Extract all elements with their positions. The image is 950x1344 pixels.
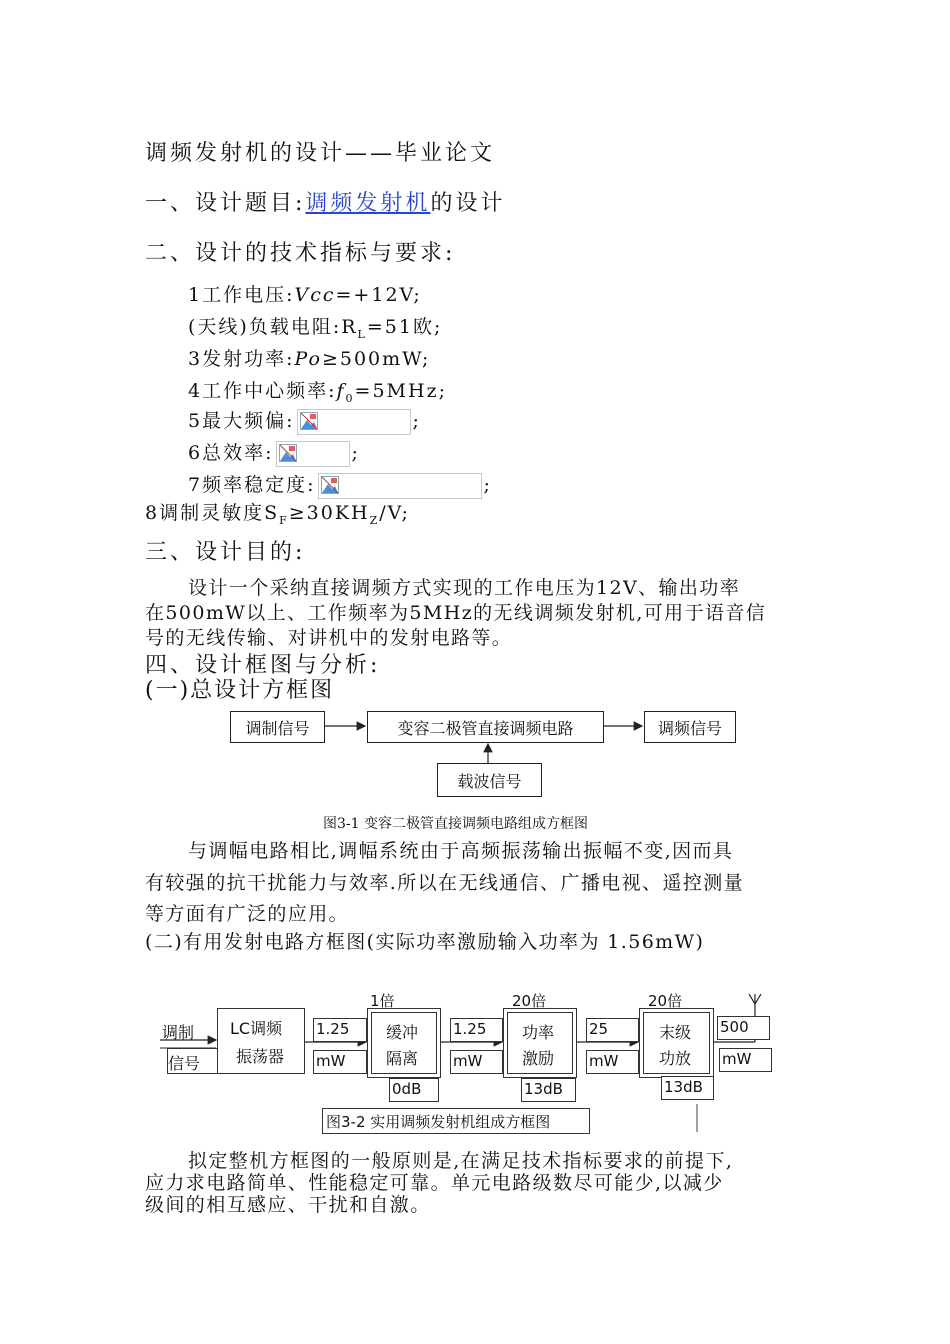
section-1-prefix: 一、设计题目:	[145, 191, 306, 216]
figure-3-1-caption: 图3-1 变容二极管直接调频电路组成方框图	[323, 816, 588, 832]
varactor-fm-circuit-box: 变容二极管直接调频电路	[367, 711, 604, 743]
power-value: 25	[589, 1020, 609, 1038]
spec-symbol: Vcc	[294, 284, 336, 306]
power-value: 1.25	[453, 1020, 487, 1038]
gain-2: 20倍	[512, 992, 547, 1010]
spec-value: =51欧;	[366, 316, 443, 338]
spec-value: ≥30KH	[288, 502, 370, 524]
section-2-heading: 二、设计的技术指标与要求:	[145, 241, 456, 266]
spec-label: 1工作电压:	[188, 284, 295, 306]
input-label-line1: 调制	[162, 1023, 195, 1042]
spec-label: (天线)负载电阻:	[188, 316, 342, 338]
power-value: 500	[720, 1018, 749, 1036]
spec-symbol: Po	[294, 348, 322, 370]
section-1-suffix: 的设计	[430, 191, 506, 216]
topic-link[interactable]: 调频发射机	[305, 191, 431, 216]
spec-label: 4工作中心频率:	[188, 380, 337, 402]
page-title: 调频发射机的设计——毕业论文	[145, 141, 496, 166]
spec-value: =+12V;	[335, 284, 422, 306]
paragraph-line: 设计一个采纳直接调频方式实现的工作电压为12V、输出功率	[188, 577, 741, 599]
db-value: 13dB	[664, 1078, 703, 1096]
power-unit: mW	[722, 1050, 752, 1068]
modulation-signal-box: 调制信号	[230, 711, 325, 743]
driver-line1: 功率	[522, 1023, 555, 1042]
spec-value: ≥500mW;	[321, 348, 431, 370]
spec-value: =5MHz;	[354, 380, 447, 402]
power-value: 1.25	[316, 1020, 350, 1038]
subsection-2: (二)有用发射电路方框图(实际功率激励输入功率为 1.56mW)	[145, 931, 705, 953]
spec-subscript: L	[357, 327, 367, 341]
lc-oscillator-line1: LC调频	[230, 1019, 283, 1038]
paragraph-line: 拟定整机方框图的一般原则是,在满足技术指标要求的前提下,	[188, 1150, 734, 1172]
input-label-line2: 信号	[168, 1054, 201, 1073]
power-unit: mW	[316, 1052, 346, 1070]
power-unit: mW	[453, 1052, 483, 1070]
spec-tail: ;	[483, 474, 492, 496]
spec-label: 7频率稳定度:	[188, 474, 316, 496]
spec-subscript: 0	[345, 391, 355, 405]
spec-subscript: F	[279, 513, 289, 527]
paragraph-line: 号的无线传输、对讲机中的发射电路等。	[145, 627, 513, 649]
gain-3: 20倍	[648, 992, 683, 1010]
spec-label: 3发射功率:	[188, 348, 295, 370]
db-value: 13dB	[524, 1080, 563, 1098]
paragraph-line: 级间的相互感应、干扰和自激。	[145, 1194, 431, 1216]
gain-1: 1倍	[370, 992, 395, 1010]
final-amp-line1: 末级	[659, 1023, 692, 1042]
carrier-signal-box: 载波信号	[437, 763, 542, 797]
spec-label: 5最大频偏:	[188, 410, 295, 432]
paragraph-line: 等方面有广泛的应用。	[145, 903, 350, 925]
paragraph-line: 在500mW以上、工作频率为5MHz的无线调频发射机,可用于语音信	[145, 602, 767, 624]
spec-value: /V;	[379, 502, 410, 524]
power-unit: mW	[589, 1052, 619, 1070]
spec-symbol: R	[341, 316, 358, 338]
paragraph-line: 与调幅电路相比,调幅系统由于高频振荡输出振幅不变,因而具	[188, 840, 734, 862]
spec-tail: ;	[351, 442, 360, 464]
spec-label: 8调制灵敏度S	[145, 502, 280, 524]
figure-3-2-caption: 图3-2 实用调频发射机组成方框图	[326, 1113, 551, 1131]
spec-tail: ;	[412, 410, 421, 432]
final-amp-line2: 功放	[659, 1049, 692, 1068]
buffer-line1: 缓冲	[386, 1023, 419, 1042]
driver-line2: 激励	[522, 1049, 555, 1068]
paragraph-line: 应力求电路简单、性能稳定可靠。单元电路级数尽可能少,以减少	[145, 1172, 724, 1194]
spec-subscript: Z	[369, 513, 380, 527]
spec-label: 6总效率:	[188, 442, 274, 464]
buffer-line2: 隔离	[386, 1049, 419, 1068]
fm-signal-box: 调频信号	[644, 711, 736, 743]
db-value: 0dB	[392, 1080, 422, 1098]
section-3-heading: 三、设计目的:	[145, 540, 306, 565]
subsection-1: (一)总设计方框图	[145, 678, 335, 703]
spec-symbol: f	[336, 380, 346, 402]
paragraph-line: 有较强的抗干扰能力与效率.所以在无线通信、广播电视、遥控测量	[145, 872, 745, 894]
section-4-heading: 四、设计框图与分析:	[145, 653, 381, 678]
lc-oscillator-line2: 振荡器	[236, 1047, 285, 1066]
